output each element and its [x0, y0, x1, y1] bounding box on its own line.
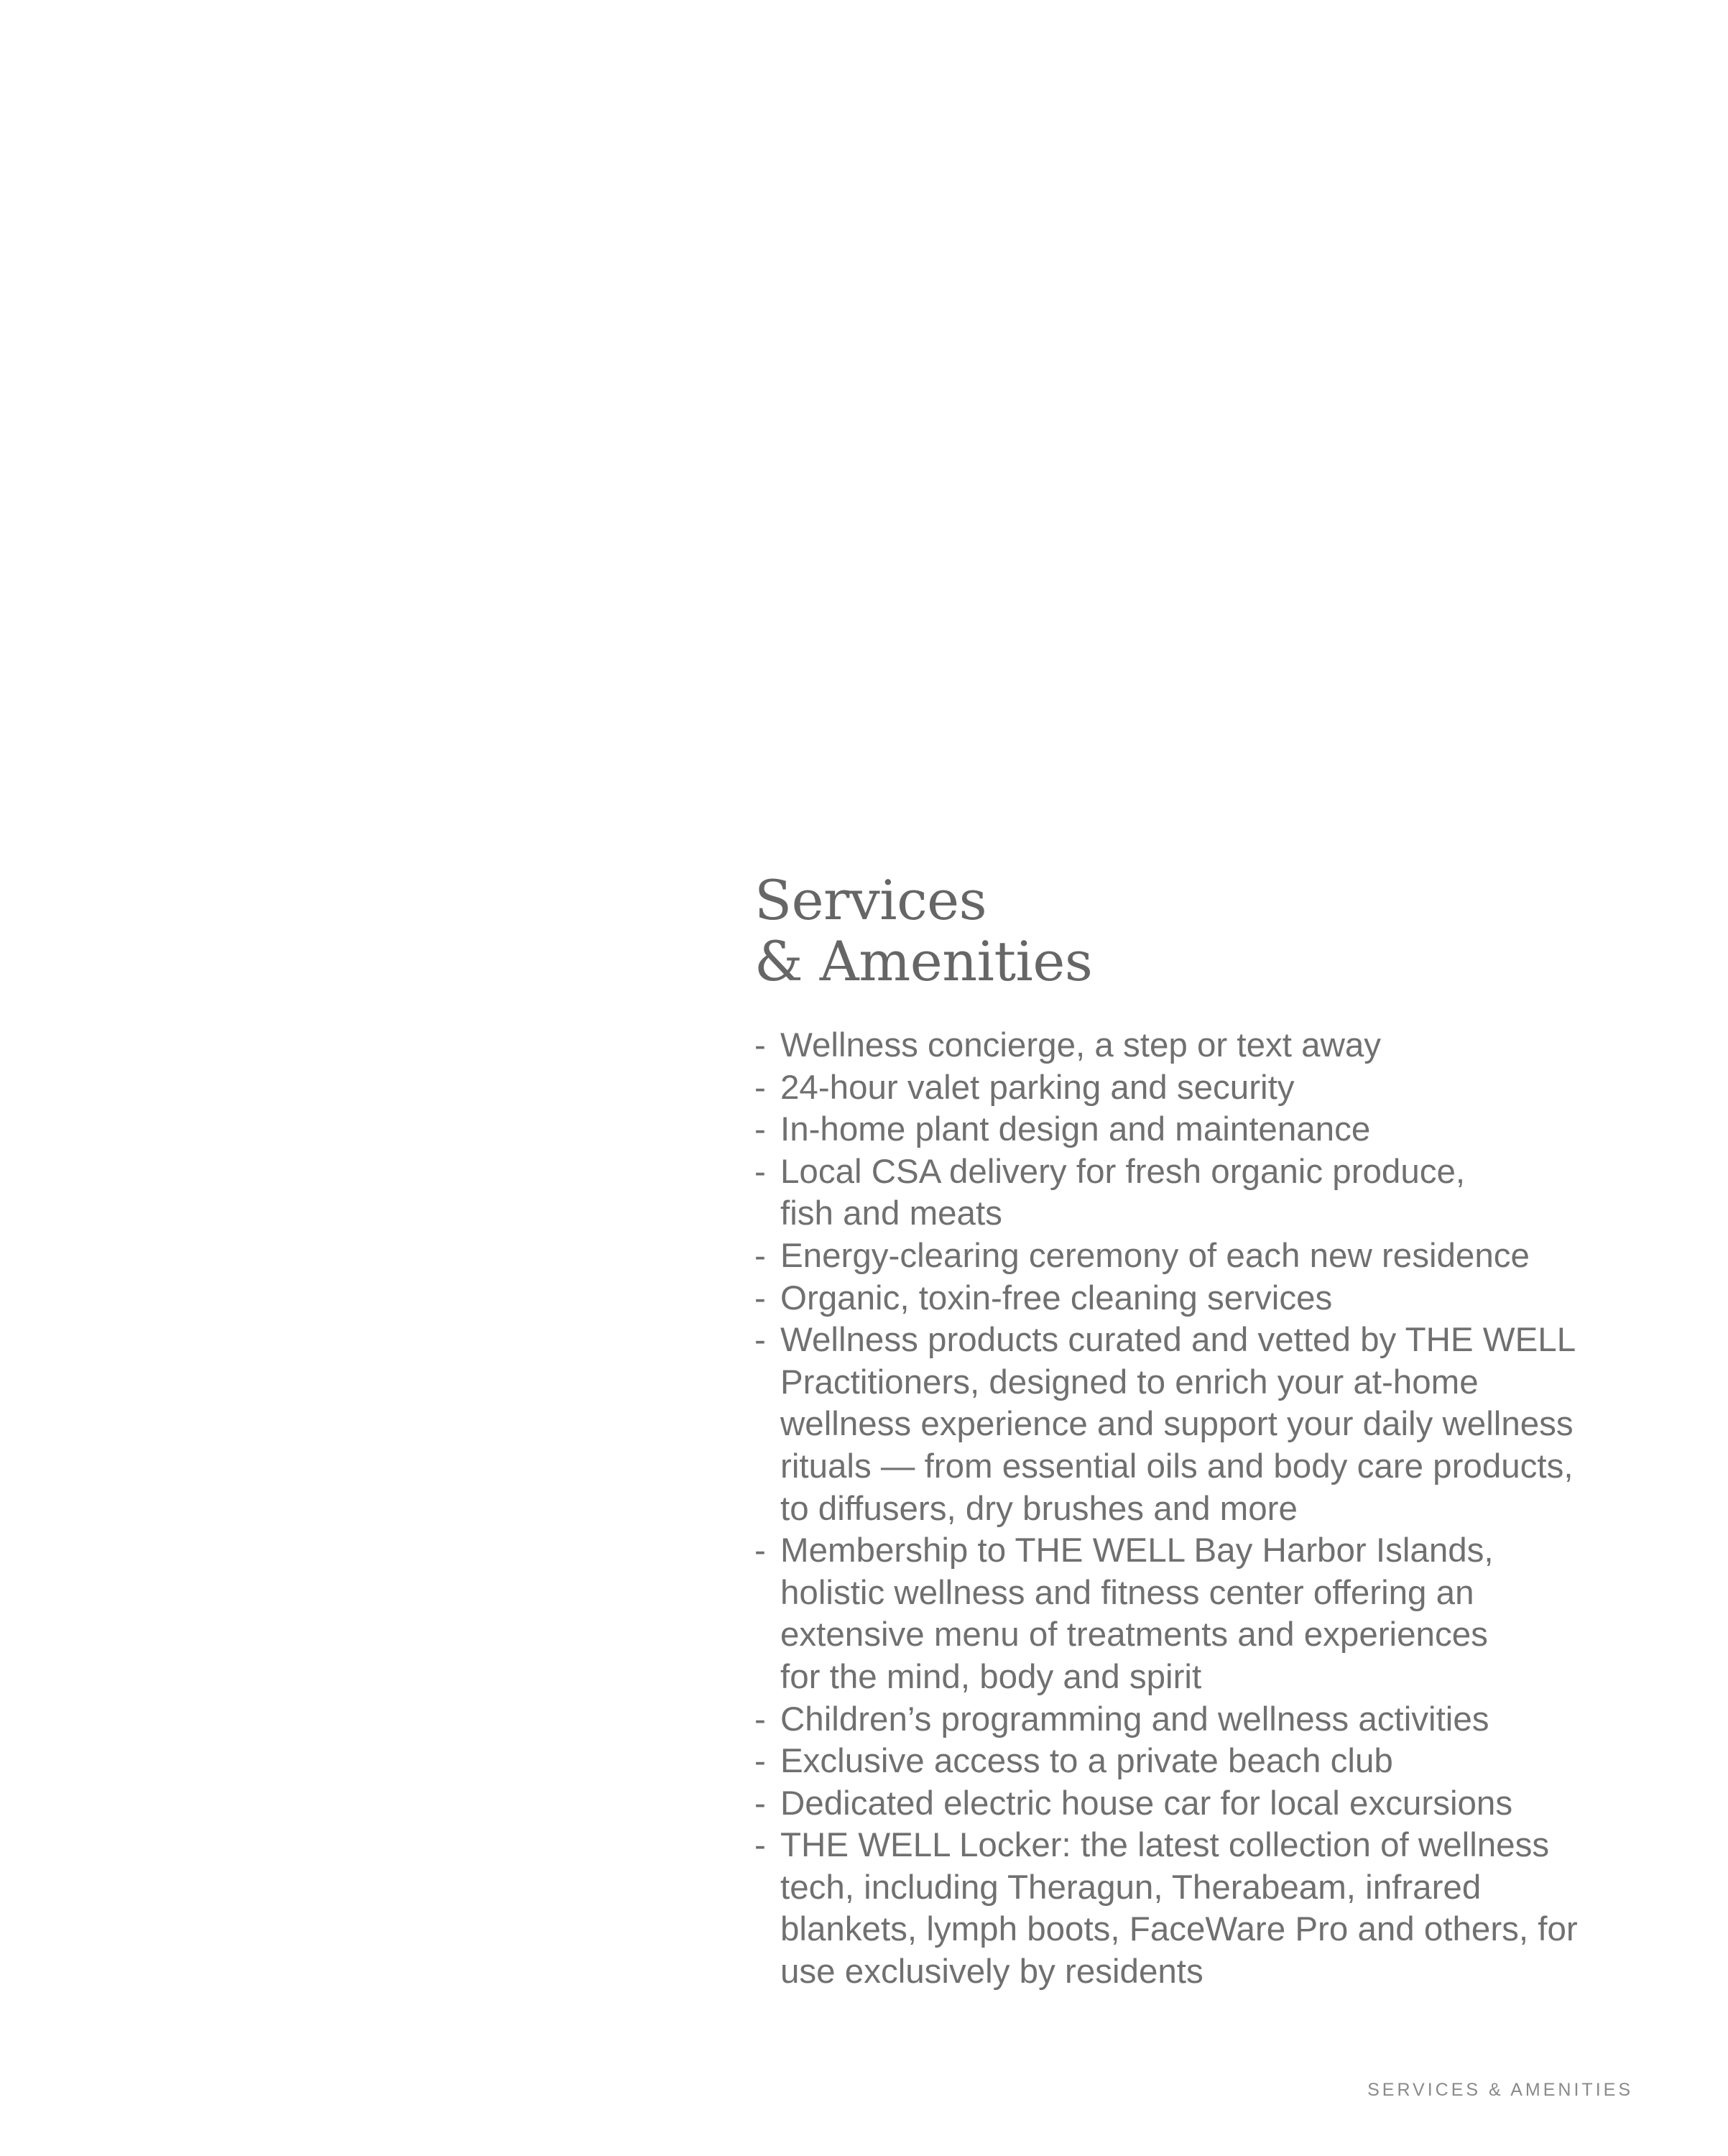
list-bullet: - — [754, 1236, 766, 1275]
list-item — [754, 1825, 1688, 1993]
list-item — [754, 1109, 1688, 1151]
list-item-text-line: fish and meats — [780, 1194, 1002, 1233]
list-item — [754, 1067, 1688, 1110]
list-item-text-line: blankets, lymph boots, FaceWare Pro and others, for — [780, 1910, 1578, 1949]
list-bullet: - — [754, 1531, 766, 1570]
list-item — [754, 1699, 1688, 1741]
list-item-text-line: Wellness concierge, a step or text away — [780, 1026, 1382, 1064]
list-item-text-line: for the mind, body and spirit — [780, 1657, 1202, 1696]
list-bullet: - — [754, 1784, 766, 1823]
list-bullet: - — [754, 1321, 766, 1360]
list-bullet: - — [754, 1742, 766, 1781]
list-item — [754, 1235, 1688, 1278]
list-item — [754, 1783, 1688, 1825]
list-item — [754, 1025, 1688, 1067]
list-item-text-line: In-home plant design and maintenance — [780, 1110, 1371, 1149]
list-bullet: - — [754, 1826, 766, 1865]
list-item-text-line: Energy-clearing ceremony of each new residence — [780, 1236, 1530, 1275]
list-item-text-line: rituals — from essential oils and body care products, — [780, 1447, 1574, 1485]
list-item-text-line: Exclusive access to a private beach club — [780, 1742, 1393, 1781]
list-bullet: - — [754, 1152, 766, 1191]
list-bullet: - — [754, 1068, 766, 1107]
list-bullet: - — [754, 1110, 766, 1149]
page-title — [754, 870, 1688, 992]
list-item-text-line: Membership to THE WELL Bay Harbor Islands, — [780, 1531, 1494, 1570]
list-bullet: - — [754, 1279, 766, 1317]
list-item-text-line: 24-hour valet parking and security — [780, 1068, 1295, 1107]
services-amenities-section — [754, 870, 1688, 1994]
list-item — [754, 1319, 1688, 1530]
page-title-line-2: & Amenities — [754, 929, 1093, 993]
list-item — [754, 1151, 1688, 1235]
list-item-text-line: holistic wellness and fitness center offering an — [780, 1573, 1474, 1612]
list-item — [754, 1530, 1688, 1698]
list-item-text-line: Organic, toxin-free cleaning services — [780, 1279, 1333, 1317]
list-item-text-line: extensive menu of treatments and experiences — [780, 1616, 1488, 1654]
amenities-list — [754, 1025, 1688, 1994]
list-item-text-line: Dedicated electric house car for local excursions — [780, 1784, 1513, 1823]
list-bullet: - — [754, 1700, 766, 1738]
list-item-text-line: wellness experience and support your daily wellness — [780, 1405, 1574, 1444]
list-item-text-line: THE WELL Locker: the latest collection of wellness — [780, 1826, 1550, 1865]
list-bullet: - — [754, 1026, 766, 1064]
list-item-text-line: use exclusively by residents — [780, 1953, 1203, 1991]
list-item-text-line: Local CSA delivery for fresh organic produce, — [780, 1152, 1466, 1191]
list-item-text-line: tech, including Theragun, Therabeam, infrared — [780, 1868, 1482, 1907]
page-footer-label: SERVICES & AMENITIES — [1367, 2080, 1633, 2100]
list-item-text-line: to diffusers, dry brushes and more — [780, 1489, 1298, 1528]
list-item-text-line: Children’s programming and wellness activities — [780, 1700, 1489, 1738]
list-item — [754, 1278, 1688, 1320]
list-item-text-line: Practitioners, designed to enrich your at-home — [780, 1363, 1479, 1401]
list-item — [754, 1741, 1688, 1783]
list-item-text-line: Wellness products curated and vetted by THE WELL — [780, 1321, 1576, 1360]
page-title-line-1: Services — [754, 868, 987, 932]
